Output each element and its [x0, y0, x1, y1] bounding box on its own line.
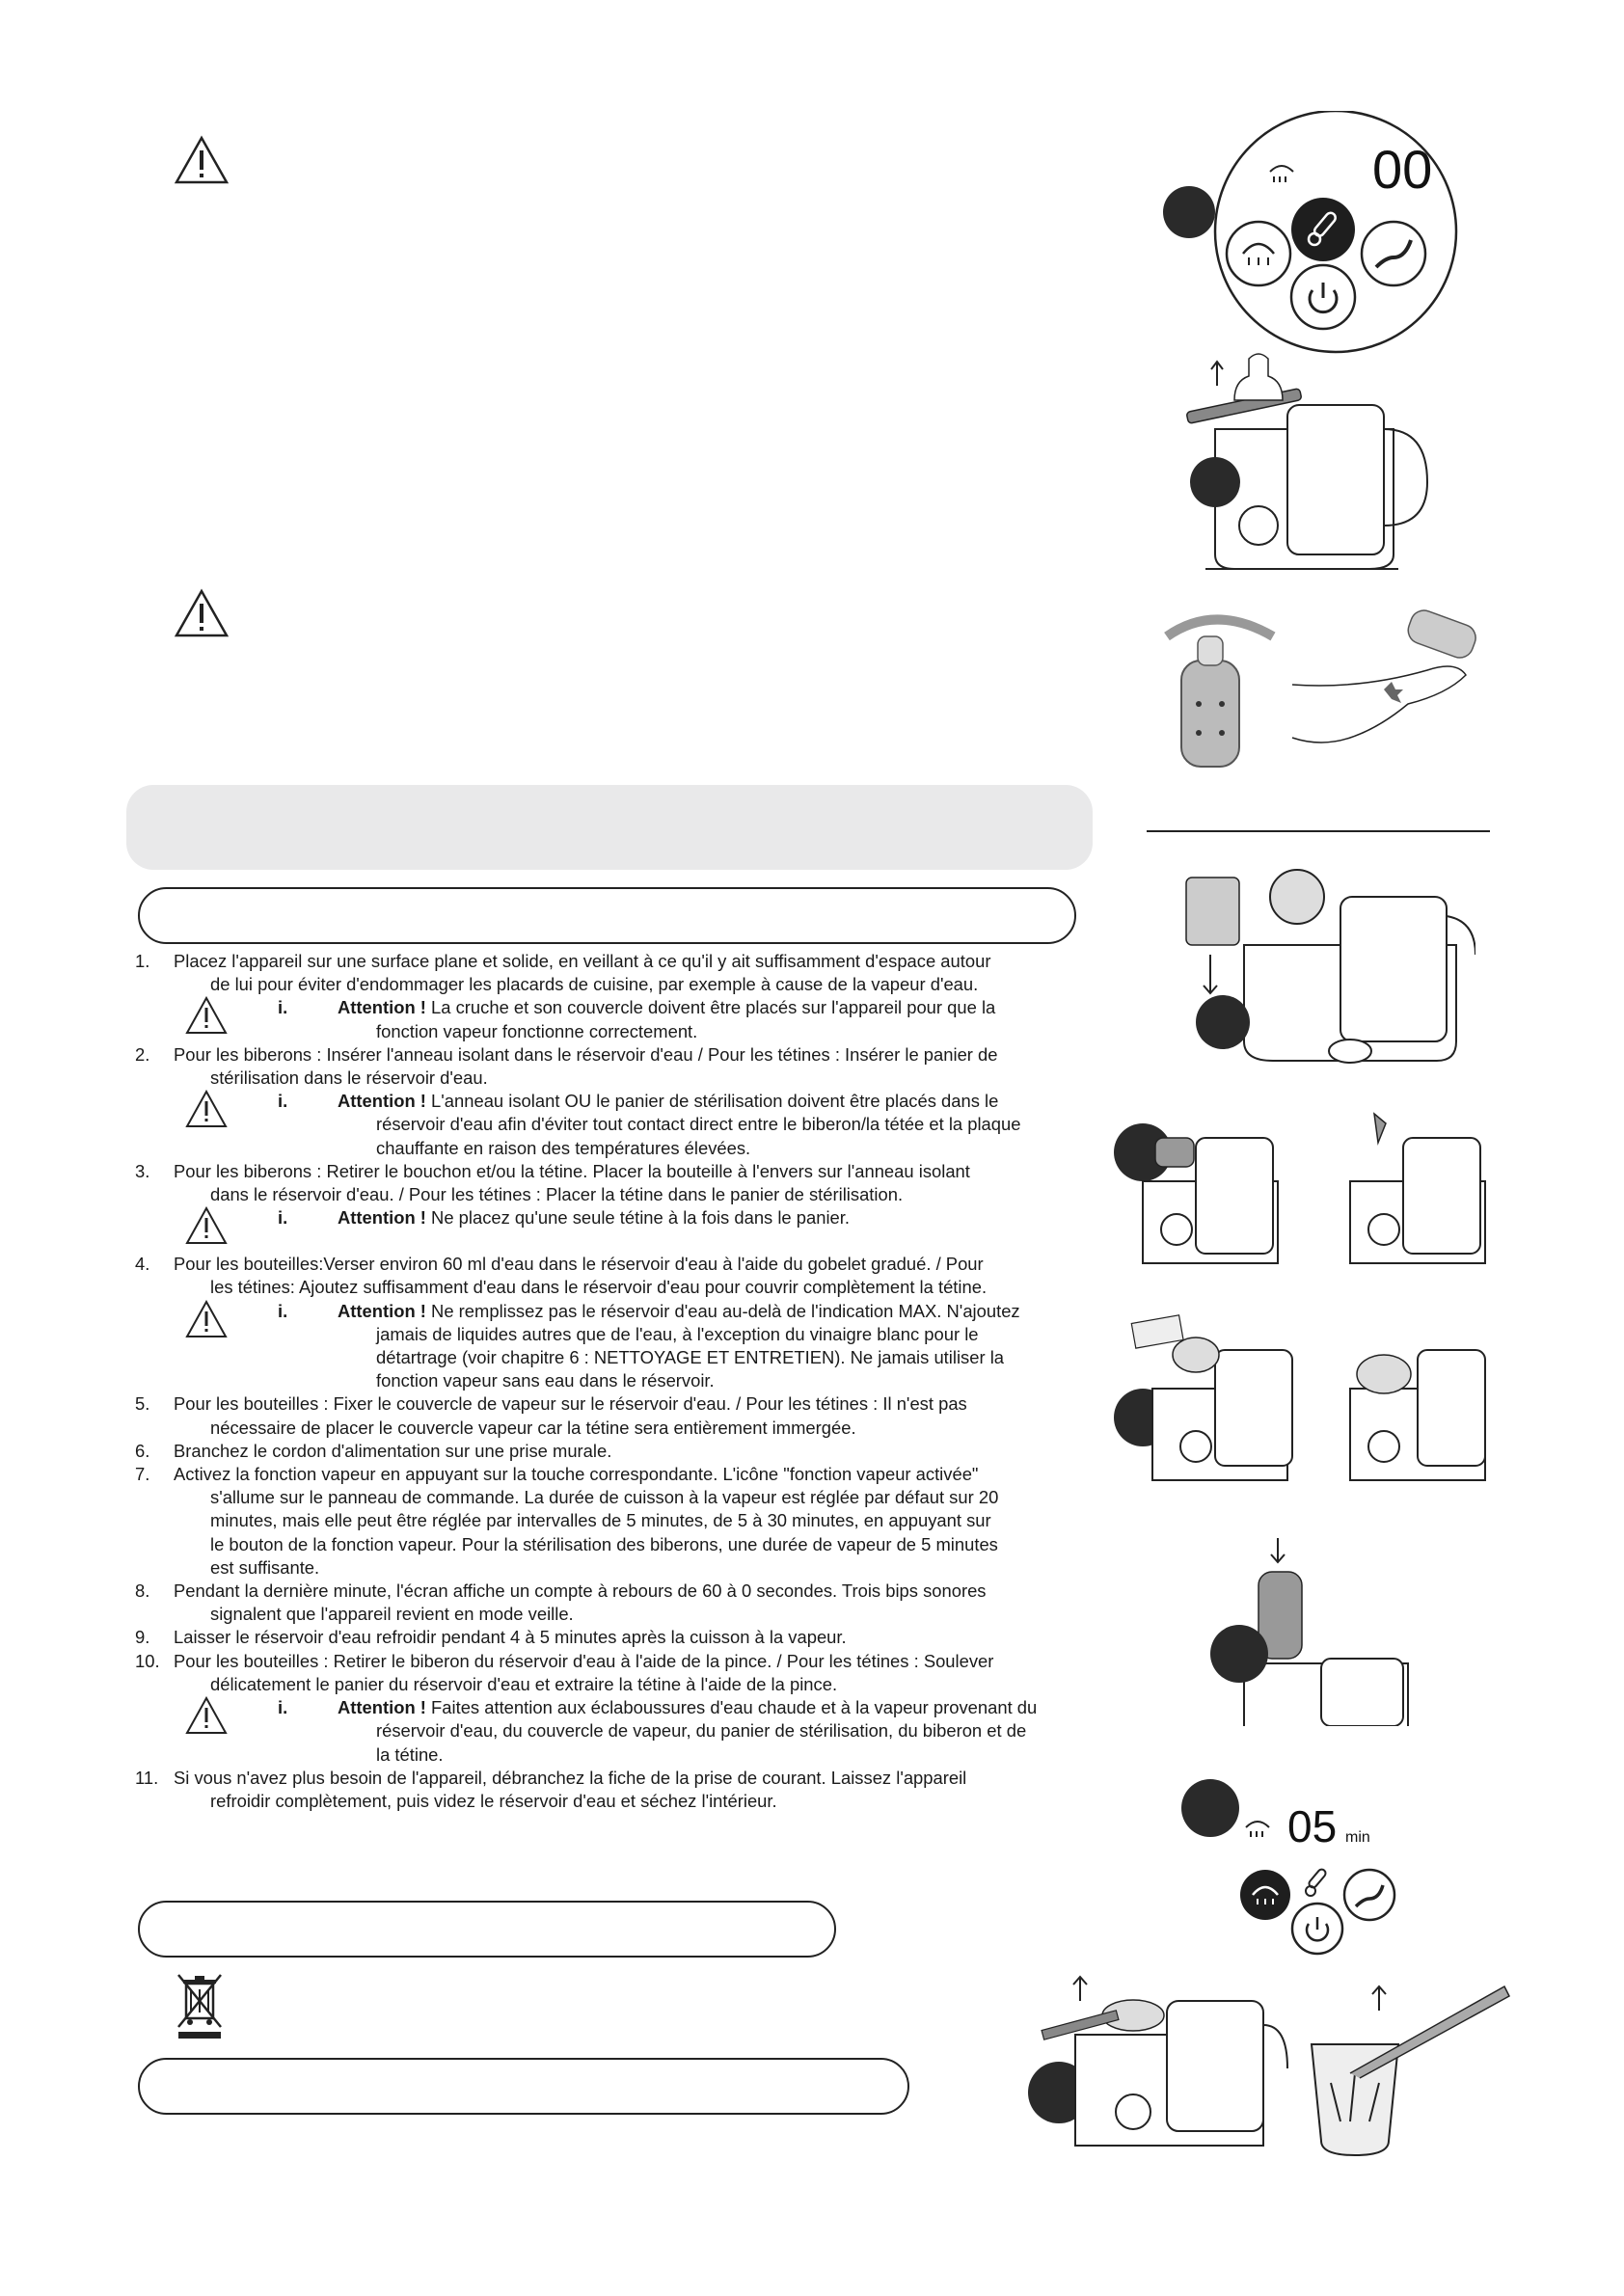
note-index: i.: [278, 1300, 288, 1321]
attention-note: [135, 1696, 1085, 1767]
note-text: fonction vapeur fonctionne correctement.: [376, 1020, 698, 1041]
warning-icon: [174, 135, 230, 185]
note-text: [338, 1206, 1085, 1229]
remove-bottle-tongs-illustration: [1022, 1967, 1524, 2160]
appliance-bottle-illustration: [1177, 352, 1466, 583]
appliance-basket-illustration: [1167, 858, 1475, 1070]
instruction-step: [135, 1160, 1085, 1206]
note-text: Ne remplissez pas le réservoir d'eau au-delà de l'indication MAX. N'ajoutez: [425, 1300, 1020, 1321]
step-text: refroidir complètement, puis videz le réservoir d'eau et séchez l'intérieur.: [210, 1790, 777, 1811]
step-number: 11.: [135, 1767, 159, 1788]
note-index: i.: [278, 1697, 288, 1718]
step-text: Si vous n'avez plus besoin de l'appareil, débranchez la fiche de la prise de courant. Laissez l'appareil: [174, 1767, 967, 1788]
instruction-step: [135, 1392, 1085, 1439]
note-index: i.: [278, 1091, 288, 1112]
note-text: La cruche et son couvercle doivent être placés sur l'appareil pour que la: [425, 997, 996, 1018]
note-index: i.: [278, 997, 288, 1018]
note-text: Faites attention aux éclaboussures d'eau chaude et à la vapeur provenant du: [425, 1697, 1038, 1718]
step-number: 9.: [135, 1627, 150, 1648]
note-text: [338, 1090, 1085, 1113]
note-index: i.: [278, 1207, 288, 1229]
section-header-box: [138, 1901, 836, 1958]
step-number: 5.: [135, 1393, 150, 1415]
step-text: dans le réservoir d'eau. / Pour les tétines : Placer la tétine dans le panier de stérilisation.: [210, 1184, 904, 1205]
steam-icon: [1246, 1822, 1269, 1837]
instruction-step: [135, 1043, 1085, 1090]
step-text: Activez la fonction vapeur en appuyant sur la touche correspondante. L'icône "fonction vapeur activée": [174, 1464, 979, 1485]
bottle-temperature-test-illustration: [1138, 588, 1495, 781]
instruction-step: [135, 1580, 1085, 1626]
warning-icon: [185, 1090, 228, 1134]
step-text: Pour les biberons : Retirer le bouchon et/ou la tétine. Placer la bouteille à l'envers sur l'anneau isolant: [174, 1160, 970, 1181]
instruction-step: [135, 1767, 1085, 1813]
note-text: la tétine.: [376, 1743, 444, 1765]
step-text: est suffisante.: [210, 1556, 320, 1578]
step-text: Pour les bouteilles : Retirer le biberon du réservoir d'eau à l'aide de la pince. / Pour les tétines : Soulever: [174, 1650, 994, 1671]
note-text: chauffante en raison des températures élevées.: [376, 1137, 751, 1158]
attention-label: Attention !: [338, 1091, 426, 1112]
note-text: réservoir d'eau afin d'éviter tout contact direct entre le biberon/la tétée et la plaque: [376, 1114, 1021, 1135]
step-text: Branchez le cordon d'alimentation sur une prise murale.: [174, 1440, 612, 1461]
warning-icon: [185, 996, 228, 1040]
step-text: minutes, mais elle peut être réglée par intervalles de 5 minutes, de 5 à 30 minutes, en appuyant sur: [210, 1510, 991, 1531]
attention-label: Attention !: [338, 1697, 426, 1718]
warning-icon: [174, 588, 230, 638]
instruction-step: [135, 1626, 1085, 1649]
step-number: 10.: [135, 1650, 160, 1671]
thermometer-icon: [1306, 1868, 1327, 1896]
step-text: le bouton de la fonction vapeur. Pour la stérilisation des biberons, une durée de vapeur de 5 minutes: [210, 1533, 998, 1554]
attention-note: [135, 996, 1085, 1042]
step-number: 3.: [135, 1160, 150, 1181]
instruction-step: [135, 1463, 1085, 1580]
instruction-step: [135, 950, 1085, 996]
instructions-list: [135, 950, 1085, 1813]
step-text: Placez l'appareil sur une surface plane et solide, en veillant à ce qu'il y ait suffisamment d'espace autour: [174, 951, 991, 971]
step-number: 6.: [135, 1440, 150, 1461]
step-text: s'allume sur le panneau de commande. La durée de cuisson à la vapeur est réglée par défaut sur 20: [210, 1487, 999, 1508]
instruction-step: [135, 1650, 1085, 1696]
note-text: fonction vapeur sans eau dans le réservoir.: [376, 1370, 715, 1391]
note-text: détartrage (voir chapitre 6 : NETTOYAGE ET ENTRETIEN). Ne jamais utiliser la: [376, 1347, 1005, 1368]
divider-line: [1147, 830, 1490, 832]
step-number: 4.: [135, 1254, 150, 1275]
note-text: Ne placez qu'une seule tétine à la fois dans le panier.: [425, 1207, 850, 1229]
instruction-step: [135, 1253, 1085, 1299]
attention-note: [135, 1090, 1085, 1160]
attention-note: [135, 1206, 1085, 1253]
recycle-bin-icon: [176, 1972, 224, 2039]
step-text: signalent que l'appareil revient en mode veille.: [210, 1604, 574, 1625]
appliance-lid-illustration: [1109, 1311, 1514, 1495]
control-panel-illustration: [1162, 111, 1475, 362]
step-text: stérilisation dans le réservoir d'eau.: [210, 1067, 488, 1089]
step-number: 7.: [135, 1464, 150, 1485]
note-text: [338, 996, 1085, 1019]
note-text: L'anneau isolant OU le panier de stérilisation doivent être placés dans le: [425, 1091, 999, 1112]
step-text: Pour les bouteilles:Verser environ 60 ml d'eau dans le réservoir d'eau à l'aide du gobelet gradué. / Pour: [174, 1254, 984, 1275]
note-text: jamais de liquides autres que de l'eau, à l'exception du vinaigre blanc pour le: [376, 1323, 979, 1344]
control-panel-steam-illustration: [1177, 1779, 1427, 1972]
note-text: réservoir d'eau, du couvercle de vapeur, du panier de stérilisation, du biberon et de: [376, 1720, 1027, 1742]
step-number: 2.: [135, 1043, 150, 1065]
step-text: Pendant la dernière minute, l'écran affiche un compte à rebours de 60 à 0 secondes. Trois bips sonores: [174, 1580, 987, 1602]
instruction-step: [135, 1440, 1085, 1463]
warning-icon: [185, 1206, 228, 1251]
bottle-in-reservoir-illustration: [1186, 1533, 1427, 1726]
attention-label: Attention !: [338, 1300, 426, 1321]
step-text: Pour les bouteilles : Fixer le couvercle de vapeur sur le réservoir d'eau. / Pour les tétines : Il n'est pas: [174, 1393, 967, 1415]
timer-unit: min: [1345, 1829, 1370, 1846]
step-number: 1.: [135, 951, 150, 971]
step-text: Laisser le réservoir d'eau refroidir pendant 4 à 5 minutes après la cuisson à la vapeur.: [174, 1627, 847, 1648]
step-text: de lui pour éviter d'endommager les placards de cuisine, par exemple à cause de la vapeur d'eau.: [210, 974, 979, 995]
warning-icon: [185, 1696, 228, 1741]
attention-label: Attention !: [338, 1207, 426, 1229]
note-text: [338, 1300, 1085, 1323]
step-text: nécessaire de placer le couvercle vapeur car la tétine sera entièrement immergée.: [210, 1417, 856, 1438]
attention-label: Attention !: [338, 997, 426, 1018]
attention-note: [135, 1300, 1085, 1393]
note-text: [338, 1696, 1085, 1719]
appliance-water-fill-illustration: [1109, 1094, 1514, 1278]
timer-display: 05: [1287, 1801, 1338, 1851]
section-header-box: [138, 887, 1076, 944]
step-number: 8.: [135, 1580, 150, 1602]
section-banner: [126, 785, 1093, 870]
step-text: Pour les biberons : Insérer l'anneau isolant dans le réservoir d'eau / Pour les tétines : Insérer le panier de: [174, 1043, 998, 1065]
section-header-box: [138, 2058, 909, 2115]
timer-display: 00: [1372, 139, 1433, 200]
step-text: délicatement le panier du réservoir d'eau et extraire la tétine à l'aide de la pince.: [210, 1673, 838, 1694]
step-text: les tétines: Ajoutez suffisamment d'eau dans le réservoir d'eau pour couvrir complètement la tétine.: [210, 1277, 988, 1298]
warning-icon: [185, 1300, 228, 1344]
